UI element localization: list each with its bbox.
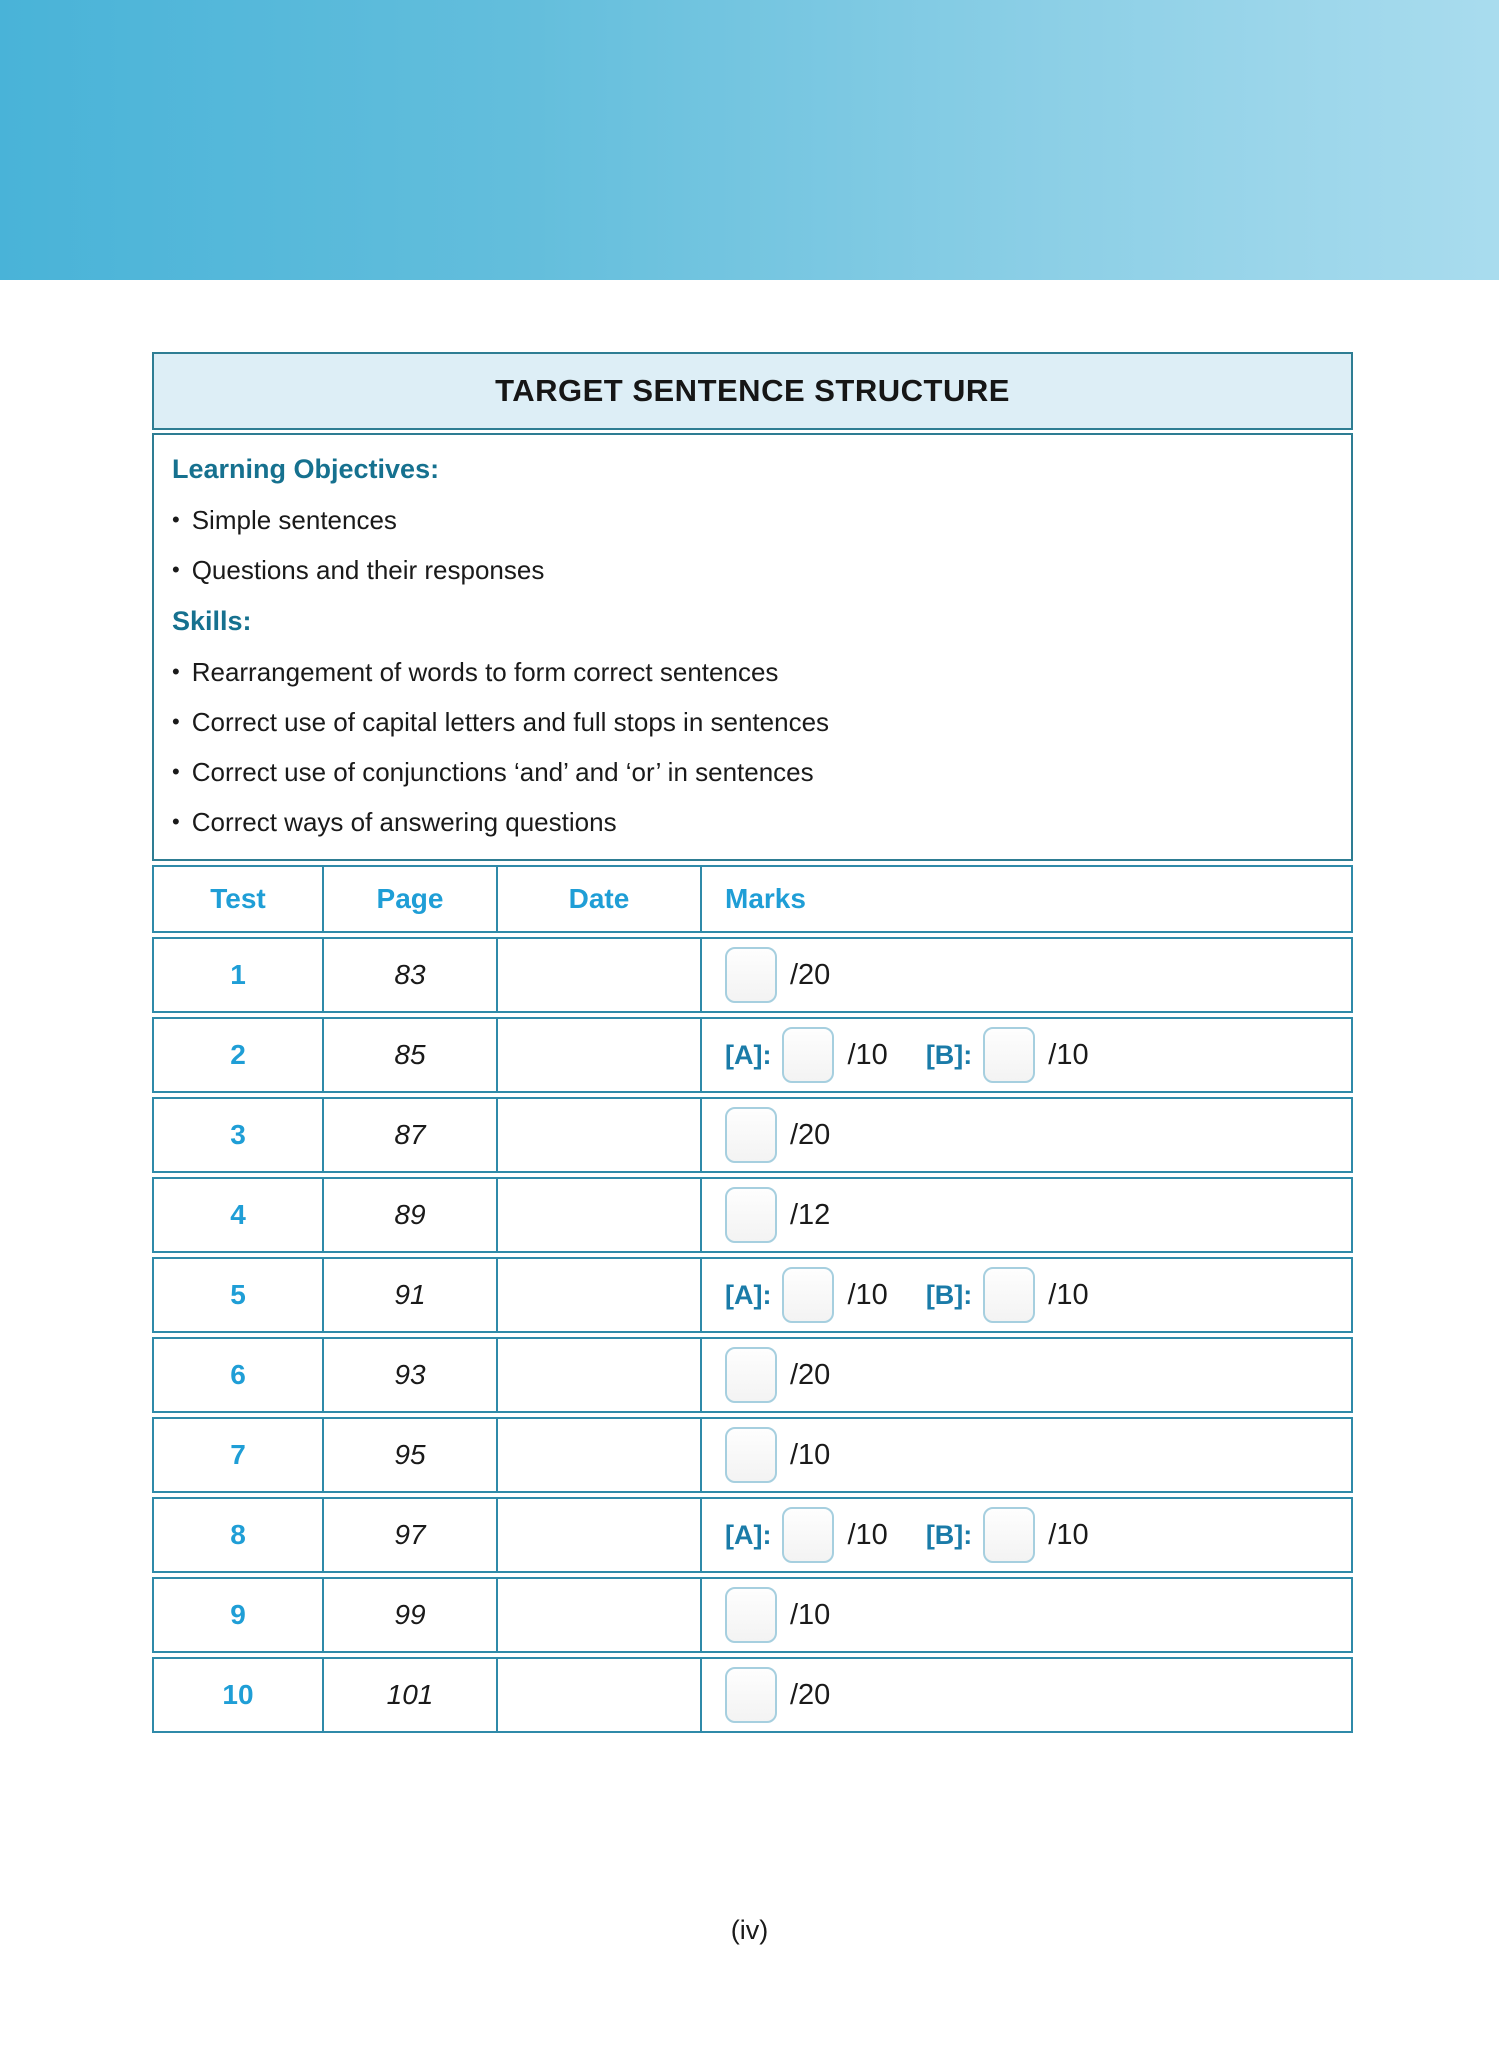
page-number: 93 bbox=[324, 1339, 498, 1411]
page-number: 99 bbox=[324, 1579, 498, 1651]
table-row bbox=[152, 1097, 1353, 1173]
date-cell[interactable] bbox=[498, 1659, 702, 1731]
part-a-label: [A]: bbox=[725, 1519, 772, 1550]
test-number: 4 bbox=[154, 1179, 324, 1251]
page-number: 83 bbox=[324, 939, 498, 1011]
test-number: 9 bbox=[154, 1579, 324, 1651]
table-row bbox=[152, 1417, 1353, 1493]
date-cell[interactable] bbox=[498, 1579, 702, 1651]
page-number: 87 bbox=[324, 1099, 498, 1171]
denominator-label: /10 bbox=[790, 1438, 831, 1471]
column-header-page: Page bbox=[324, 867, 498, 931]
denominator-label: /20 bbox=[790, 958, 831, 991]
score-box-a[interactable] bbox=[782, 1267, 834, 1323]
denominator-label: /10 bbox=[1048, 1278, 1089, 1311]
denominator-label: /10 bbox=[790, 1598, 831, 1631]
table-row bbox=[152, 1577, 1353, 1653]
bullet-item bbox=[172, 495, 1335, 545]
table-row bbox=[152, 1497, 1353, 1573]
date-cell[interactable] bbox=[498, 1179, 702, 1251]
test-number: 6 bbox=[154, 1339, 324, 1411]
marks-cell bbox=[702, 1499, 1351, 1571]
denominator-label: /20 bbox=[790, 1678, 831, 1711]
score-box[interactable] bbox=[725, 1427, 777, 1483]
bullet-text: Correct use of conjunctions ‘and’ and ‘or’ in sentences bbox=[191, 756, 814, 787]
score-box-b[interactable] bbox=[983, 1027, 1035, 1083]
page-number: 89 bbox=[324, 1179, 498, 1251]
page-number: 95 bbox=[324, 1419, 498, 1491]
marks-cell bbox=[702, 1339, 1351, 1411]
test-number: 3 bbox=[154, 1099, 324, 1171]
page-number: 91 bbox=[324, 1259, 498, 1331]
date-cell[interactable] bbox=[498, 1419, 702, 1491]
top-banner bbox=[0, 0, 1499, 280]
bullet-icon: • bbox=[172, 659, 180, 684]
bullet-icon: • bbox=[172, 759, 180, 784]
test-number: 8 bbox=[154, 1499, 324, 1571]
bullet-text: Correct use of capital letters and full stops in sentences bbox=[191, 706, 830, 737]
marks-cell bbox=[702, 939, 1351, 1011]
date-cell[interactable] bbox=[498, 1259, 702, 1331]
table-row bbox=[152, 1657, 1353, 1733]
test-number: 1 bbox=[154, 939, 324, 1011]
table-rows bbox=[152, 937, 1353, 1733]
denominator-label: /10 bbox=[847, 1518, 888, 1551]
marks-cell bbox=[702, 1579, 1351, 1651]
page-number: 85 bbox=[324, 1019, 498, 1091]
marks-cell bbox=[702, 1419, 1351, 1491]
marks-cell bbox=[702, 1259, 1351, 1331]
score-box[interactable] bbox=[725, 947, 777, 1003]
bullet-text: Questions and their responses bbox=[191, 554, 545, 585]
table-header-row bbox=[152, 865, 1353, 933]
column-header-marks: Marks bbox=[725, 883, 806, 914]
score-box[interactable] bbox=[725, 1187, 777, 1243]
test-number: 7 bbox=[154, 1419, 324, 1491]
bullet-item bbox=[172, 647, 1335, 697]
page-number: 101 bbox=[324, 1659, 498, 1731]
part-b-label: [B]: bbox=[925, 1519, 973, 1550]
score-box[interactable] bbox=[725, 1107, 777, 1163]
page-number: 97 bbox=[324, 1499, 498, 1571]
marks-cell bbox=[702, 1019, 1351, 1091]
score-box[interactable] bbox=[725, 1347, 777, 1403]
column-header-date: Date bbox=[498, 867, 702, 931]
bullet-item bbox=[172, 697, 1335, 747]
bullet-icon: • bbox=[172, 809, 180, 834]
test-number: 5 bbox=[154, 1259, 324, 1331]
marks-cell bbox=[702, 1179, 1351, 1251]
worksheet-card bbox=[152, 352, 1353, 1733]
table-row bbox=[152, 1017, 1353, 1093]
table-row bbox=[152, 937, 1353, 1013]
section-heading: Learning Objectives: bbox=[172, 453, 440, 484]
bullet-item bbox=[172, 797, 1335, 847]
date-cell[interactable] bbox=[498, 1019, 702, 1091]
part-b-label: [B]: bbox=[925, 1039, 973, 1070]
page-title: TARGET SENTENCE STRUCTURE bbox=[495, 373, 1010, 408]
denominator-label: /10 bbox=[1048, 1038, 1089, 1071]
denominator-label: /12 bbox=[790, 1198, 831, 1231]
score-box-b[interactable] bbox=[983, 1507, 1035, 1563]
bullet-icon: • bbox=[172, 709, 180, 734]
test-number: 10 bbox=[154, 1659, 324, 1731]
denominator-label: /10 bbox=[1048, 1518, 1089, 1551]
section-heading: Skills: bbox=[172, 605, 252, 636]
table-row bbox=[152, 1337, 1353, 1413]
bullet-text: Rearrangement of words to form correct sentences bbox=[191, 656, 779, 687]
page-number-footer: (iv) bbox=[730, 1915, 769, 1945]
date-cell[interactable] bbox=[498, 939, 702, 1011]
bullet-text: Simple sentences bbox=[191, 504, 397, 535]
table-row bbox=[152, 1257, 1353, 1333]
bullet-text: Correct ways of answering questions bbox=[191, 806, 617, 837]
part-a-label: [A]: bbox=[725, 1039, 772, 1070]
score-box[interactable] bbox=[725, 1587, 777, 1643]
denominator-label: /10 bbox=[847, 1278, 888, 1311]
date-cell[interactable] bbox=[498, 1499, 702, 1571]
part-a-label: [A]: bbox=[725, 1279, 772, 1310]
score-box-a[interactable] bbox=[782, 1027, 834, 1083]
part-b-label: [B]: bbox=[925, 1279, 973, 1310]
bullet-icon: • bbox=[172, 557, 180, 582]
date-cell[interactable] bbox=[498, 1339, 702, 1411]
bullet-item bbox=[172, 545, 1335, 595]
table-row bbox=[152, 1177, 1353, 1253]
date-cell[interactable] bbox=[498, 1099, 702, 1171]
denominator-label: /10 bbox=[847, 1038, 888, 1071]
column-header-test: Test bbox=[154, 867, 324, 931]
score-box[interactable] bbox=[725, 1667, 777, 1723]
title-box bbox=[152, 352, 1353, 430]
bullet-item bbox=[172, 747, 1335, 797]
score-box-b[interactable] bbox=[983, 1267, 1035, 1323]
objectives-box bbox=[152, 433, 1353, 861]
marks-cell bbox=[702, 1659, 1351, 1731]
score-box-a[interactable] bbox=[782, 1507, 834, 1563]
denominator-label: /20 bbox=[790, 1358, 831, 1391]
marks-cell bbox=[702, 1099, 1351, 1171]
bullet-icon: • bbox=[172, 507, 180, 532]
denominator-label: /20 bbox=[790, 1118, 831, 1151]
test-number: 2 bbox=[154, 1019, 324, 1091]
